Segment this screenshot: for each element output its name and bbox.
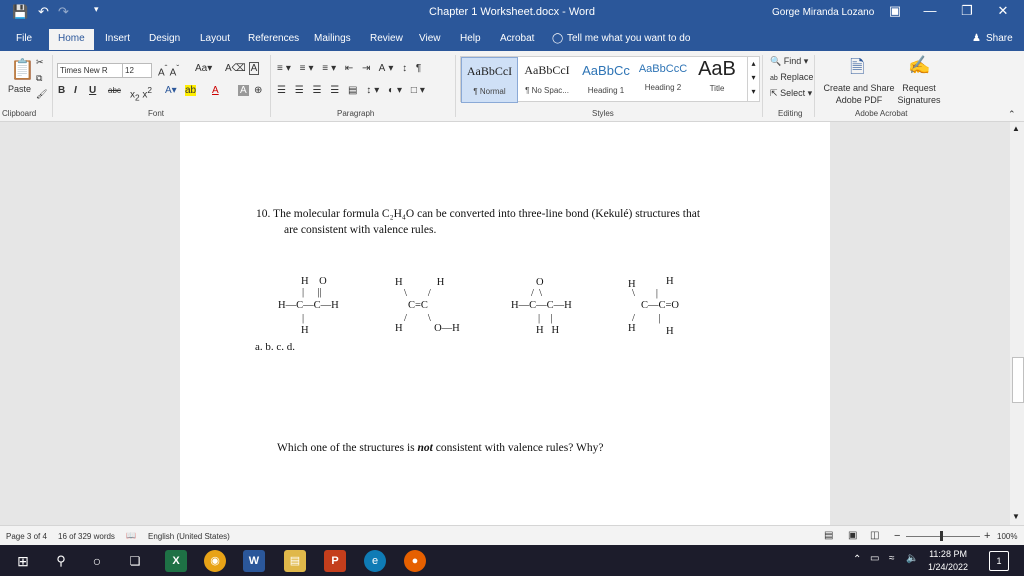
task-view-icon[interactable]: ❏	[129, 554, 141, 568]
styles-gallery	[460, 56, 760, 102]
volume-icon[interactable]: 🔈	[906, 553, 919, 564]
powerpoint-icon[interactable]: P	[324, 550, 346, 572]
structure-a-bond-bot: |	[302, 313, 305, 324]
subscript-button[interactable]: $x_2$ $x^2$	[130, 85, 153, 103]
web-layout-icon[interactable]: ◫	[870, 530, 880, 541]
question-line-2: are consistent with valence rules.	[284, 224, 437, 236]
windows-start-icon[interactable]: ⊞	[17, 553, 29, 569]
structure-d-bonds-bot: / |	[632, 313, 661, 324]
cut-icon[interactable]: ✂	[36, 57, 44, 67]
share-button[interactable]: Share	[986, 33, 1013, 44]
group-adobe: Adobe Acrobat	[855, 109, 908, 118]
tray-device-icon[interactable]: ▭	[870, 553, 880, 564]
wifi-icon[interactable]: ≈	[889, 553, 895, 564]
structure-d-bonds-top: \ |	[632, 288, 659, 299]
question-2: Which one of the structures is not consistent with valence rules? Why?	[277, 442, 604, 454]
choice-labels: a. b. c. d.	[255, 341, 296, 353]
structure-c-bonds-bot: | |	[538, 313, 553, 324]
enclose-char-icon[interactable]: ⊕	[254, 85, 263, 96]
question-line-1: 10. The molecular formula C₂H₄O can be converted into three-line bond (Kekulé) structures that	[256, 208, 701, 220]
save-icon[interactable]: 💾	[12, 4, 29, 19]
edge-icon[interactable]: e	[364, 550, 386, 572]
replace-button[interactable]: ab Replace	[770, 72, 814, 82]
structure-b-bonds-bot: / \	[404, 313, 431, 324]
structure-d-top-left: H	[628, 279, 636, 290]
replace-icon: ab	[770, 75, 778, 82]
bold-button[interactable]: B	[58, 85, 66, 96]
highlight-icon[interactable]: ab	[185, 85, 197, 96]
share-icon[interactable]: ♟	[972, 33, 981, 44]
styles-scroll[interactable]: ▴ ▾ ▾	[747, 57, 759, 101]
lightbulb-icon: ◯	[552, 33, 564, 44]
structure-c-bot: H H	[536, 325, 560, 336]
create-share-pdf-button[interactable]: Create and Share Adobe PDF	[823, 83, 895, 105]
status-bar	[0, 525, 1024, 546]
window-title: Chapter 1 Worksheet.docx - Word	[429, 6, 595, 18]
excel-icon[interactable]: X	[165, 550, 187, 572]
structure-a-bonds-top: | ||	[302, 287, 322, 298]
print-layout-icon[interactable]: ▣	[848, 530, 858, 541]
scroll-up-icon[interactable]: ▲	[1012, 124, 1020, 133]
structure-c-bonds-top: / \	[531, 288, 543, 299]
tab-home[interactable]: Home	[49, 29, 94, 50]
tab-design[interactable]: Design	[149, 33, 181, 44]
tab-help[interactable]: Help	[460, 33, 481, 44]
tab-mailings[interactable]: Mailings	[314, 33, 351, 44]
ribbon	[0, 51, 1024, 122]
title-bar	[0, 0, 1024, 26]
clear-format-icon[interactable]: A⌫ A	[225, 63, 258, 74]
request-signatures-icon[interactable]: ✍	[908, 55, 931, 75]
language-status[interactable]: English (United States)	[148, 532, 230, 541]
group-editing: Editing	[778, 109, 803, 118]
style-heading-1[interactable]: AaBbCc Heading 1	[582, 63, 630, 95]
document-page[interactable]	[180, 122, 830, 525]
font-size-box[interactable]: 12	[122, 63, 152, 78]
paste-icon[interactable]: 📋	[10, 59, 35, 81]
font-color-icon[interactable]: A	[212, 85, 219, 96]
create-pdf-icon[interactable]: 🗎	[850, 57, 865, 77]
structure-c-mid: H—C—C—H	[511, 300, 572, 311]
structure-b-bonds-top: \ /	[404, 288, 431, 299]
structure-d-bot-right: H	[666, 326, 674, 337]
structure-b-top: H H	[395, 277, 445, 288]
collapse-ribbon-icon[interactable]: ⌃	[1008, 109, 1016, 119]
redo-icon[interactable]: ↷	[58, 4, 69, 19]
structure-b-bot: H O—H	[395, 323, 460, 334]
structure-a-mid: H—C—C—H	[278, 300, 339, 311]
request-signatures-button[interactable]: Request Signatures	[897, 83, 941, 105]
style-normal[interactable]: AaBbCcI ¶ Normal	[461, 57, 518, 103]
structure-d-top-right: H	[666, 276, 674, 287]
grow-font-icon[interactable]: $A^ˆ$ $A^ˇ$	[158, 63, 180, 79]
paste-button[interactable]: Paste	[8, 84, 32, 94]
search-icon[interactable]: ⚲	[56, 553, 66, 568]
strikethrough-button[interactable]: abc	[108, 86, 121, 95]
underline-button[interactable]: U	[89, 85, 97, 96]
italic-button[interactable]: I	[74, 85, 77, 96]
restore-button[interactable]: ❐	[961, 3, 973, 18]
clock-date: 1/24/2022	[928, 562, 969, 572]
file-explorer-icon[interactable]: ▤	[284, 550, 306, 572]
tray-chevron-icon[interactable]: ⌃	[853, 554, 862, 565]
close-button[interactable]: ✕	[997, 3, 1009, 18]
zoom-slider-thumb[interactable]	[940, 531, 943, 541]
chrome-icon[interactable]: ◉	[204, 550, 226, 572]
page-count[interactable]: Page 3 of 4	[6, 532, 47, 541]
undo-icon[interactable]: ↶	[38, 4, 49, 19]
style-no-spacing[interactable]: AaBbCcI ¶ No Spac...	[524, 63, 570, 95]
font-name-box[interactable]: Times New R	[57, 63, 123, 78]
find-button[interactable]: 🔍 Find ▾	[770, 56, 809, 66]
zoom-slider[interactable]	[906, 536, 980, 537]
tab-layout[interactable]: Layout	[200, 33, 231, 44]
group-clipboard: Clipboard	[2, 109, 37, 118]
structure-b-mid: C=C	[408, 300, 428, 311]
proofing-icon[interactable]: 📖	[126, 531, 136, 540]
change-case-icon[interactable]: Aa▾	[195, 63, 213, 74]
group-font: Font	[148, 109, 165, 118]
customize-toolbar-icon[interactable]: ▾	[94, 4, 99, 14]
tab-insert[interactable]: Insert	[105, 33, 131, 44]
list-icons[interactable]: ≡▾ ≡▾ ≡▾ ⇤ ⇥ A▾ ↕ ¶	[277, 63, 425, 74]
text-effects-icon[interactable]: A▾	[165, 85, 177, 96]
tab-review[interactable]: Review	[370, 33, 403, 44]
cortana-icon[interactable]: ○	[92, 553, 102, 569]
scroll-down-icon[interactable]: ▼	[1012, 512, 1020, 521]
style-heading-2[interactable]: AaBbCcC Heading 2	[638, 63, 688, 92]
read-mode-icon[interactable]: ▤	[824, 530, 834, 541]
structure-d-mid: C—C=O	[641, 300, 680, 311]
ribbon-tabs	[0, 26, 1024, 51]
notification-icon[interactable]: 1	[989, 551, 1009, 571]
group-paragraph: Paragraph	[337, 109, 375, 118]
document-area	[0, 122, 1010, 525]
char-shading-icon[interactable]: A	[240, 85, 247, 96]
tab-acrobat[interactable]: Acrobat	[500, 33, 535, 44]
tell-me-box[interactable]: Tell me what you want to do	[567, 33, 691, 44]
word-icon[interactable]: W	[243, 550, 265, 572]
clock-time: 11:28 PM	[929, 549, 967, 559]
scroll-thumb[interactable]	[1012, 357, 1024, 403]
zoom-in-button[interactable]: +	[984, 530, 991, 542]
user-name[interactable]: Gorge Miranda Lozano	[772, 7, 875, 18]
search-icon: 🔍	[770, 56, 782, 66]
tab-references[interactable]: References	[248, 33, 300, 44]
format-painter-icon[interactable]: 🖌	[36, 89, 48, 99]
group-styles: Styles	[592, 109, 614, 118]
clock[interactable]	[928, 548, 968, 574]
cursor-icon: ⇱	[770, 88, 778, 98]
copy-icon[interactable]: ⧉	[36, 73, 43, 83]
structure-c-top: O	[536, 277, 544, 288]
style-title[interactable]: AaB Title	[698, 58, 736, 93]
word-count[interactable]: 16 of 329 words	[58, 532, 115, 541]
tab-file[interactable]: File	[16, 33, 33, 44]
ribbon-display-icon[interactable]: ▣	[888, 3, 902, 18]
structure-d-bot-left: H	[628, 323, 636, 334]
firefox-icon[interactable]: ●	[404, 550, 426, 572]
taskbar	[0, 545, 1024, 576]
alignment-icons[interactable]: ☰ ☰ ☰ ☰ ▤ ↕▾ ◐▾ □▾	[277, 85, 428, 96]
structure-a-top: H O	[301, 276, 327, 287]
vertical-scrollbar[interactable]	[1010, 122, 1024, 525]
structure-a-bot: H	[301, 325, 309, 336]
zoom-out-button[interactable]: −	[894, 530, 901, 542]
tab-view[interactable]: View	[419, 33, 441, 44]
select-button[interactable]: ⇱ Select ▾	[770, 88, 813, 98]
minimize-button[interactable]: —	[923, 3, 937, 18]
zoom-level[interactable]: 100%	[997, 532, 1018, 541]
